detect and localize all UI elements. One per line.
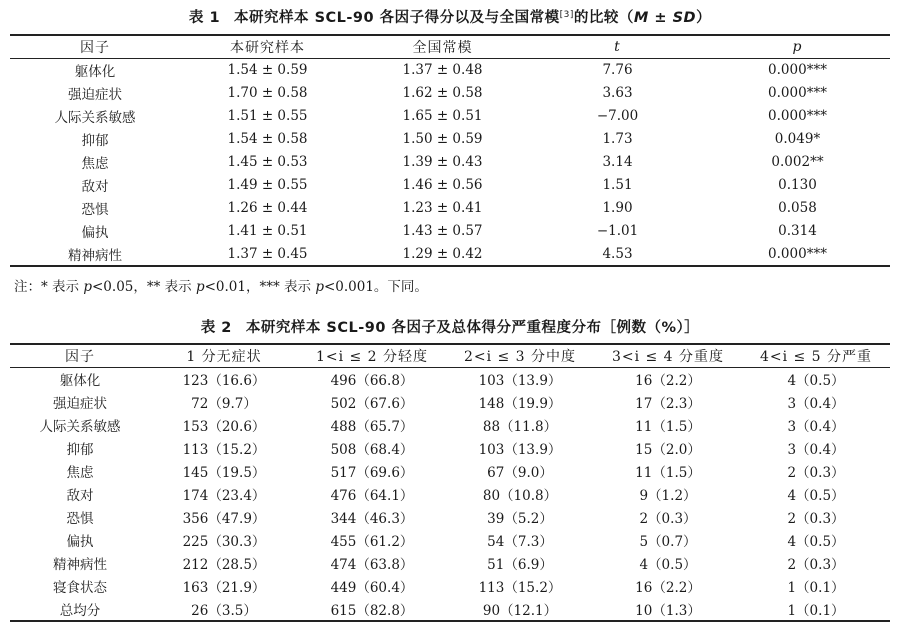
factor-cell: 精神病性 xyxy=(53,556,107,573)
value-cell: 3.14 xyxy=(602,153,633,170)
factor-cell: 偏执 xyxy=(66,533,94,550)
table-row xyxy=(10,127,890,150)
table1 xyxy=(10,35,890,265)
table1-caption xyxy=(0,6,900,27)
value-cell: 17（2.3） xyxy=(635,395,701,412)
table-row xyxy=(10,150,890,173)
value-cell: 80（10.8） xyxy=(482,487,558,504)
value-cell: 113（15.2） xyxy=(182,441,266,458)
value-cell: 517（69.6） xyxy=(330,464,414,481)
value-cell: 449（60.4） xyxy=(330,579,414,596)
factor-cell: 总均分 xyxy=(59,602,101,619)
table1-header-p: p xyxy=(792,38,803,55)
table2-caption-text: 本研究样本 SCL-90 各因子及总体得分严重程度分布［例数（%）］ xyxy=(245,320,700,336)
value-cell: 1.90 xyxy=(602,199,633,216)
value-cell: 1.73 xyxy=(602,130,633,147)
table1-body xyxy=(10,58,890,265)
table-row xyxy=(10,482,890,505)
value-cell: 1.37 ± 0.48 xyxy=(402,61,483,78)
value-cell: 4（0.5） xyxy=(787,487,845,504)
table2-header-none: 1 分无症状 xyxy=(186,348,262,365)
factor-cell: 强迫症状 xyxy=(53,395,107,412)
value-cell: 488（65.7） xyxy=(330,418,414,435)
table1-header-factor: 因子 xyxy=(80,39,110,56)
table1-bottom-rule xyxy=(10,265,890,267)
factor-cell: 抑郁 xyxy=(81,132,109,149)
value-cell: 16（2.2） xyxy=(635,372,701,389)
factor-cell: 恐惧 xyxy=(66,510,94,527)
table2-header-factor: 因子 xyxy=(65,348,95,365)
table-row xyxy=(10,597,890,620)
table1-header-row xyxy=(10,35,890,58)
table-row xyxy=(10,528,890,551)
factor-cell: 人际关系敏感 xyxy=(54,109,136,126)
table1-header-t: t xyxy=(614,38,621,55)
table1-header-norm: 全国常模 xyxy=(412,39,473,56)
value-cell: 11（1.5） xyxy=(635,418,701,435)
value-cell: 1.62 ± 0.58 xyxy=(402,84,483,101)
value-cell: 1.26 ± 0.44 xyxy=(227,199,308,216)
value-cell: 615（82.8） xyxy=(330,602,414,619)
value-cell: 72（9.7） xyxy=(191,395,257,412)
value-cell: 0.314 xyxy=(778,222,817,239)
value-cell: 16（2.2） xyxy=(635,579,701,596)
note-part-b: <0.05，** 表示 xyxy=(92,279,196,295)
value-cell: 15（2.0） xyxy=(635,441,701,458)
value-cell: 1.37 ± 0.45 xyxy=(227,245,308,262)
value-cell: 0.002** xyxy=(771,153,824,170)
value-cell: 88（11.8） xyxy=(482,418,558,435)
value-cell: 5（0.7） xyxy=(639,533,697,550)
value-cell: 51（6.9） xyxy=(487,556,553,573)
table-row xyxy=(10,367,890,390)
value-cell: 163（21.9） xyxy=(182,579,266,596)
factor-cell: 躯体化 xyxy=(74,63,116,80)
value-cell: 356（47.9） xyxy=(182,510,266,527)
value-cell: 3.63 xyxy=(602,84,633,101)
factor-cell: 精神病性 xyxy=(68,247,122,264)
value-cell: 10（1.3） xyxy=(635,602,701,619)
table-row xyxy=(10,81,890,104)
table2-bottom-rule xyxy=(10,620,890,622)
table-row xyxy=(10,58,890,81)
value-cell: 54（7.3） xyxy=(487,533,553,550)
value-cell: 3（0.4） xyxy=(787,441,845,458)
value-cell: 4（0.5） xyxy=(639,556,697,573)
value-cell: 476（64.1） xyxy=(330,487,414,504)
value-cell: 3（0.4） xyxy=(787,418,845,435)
note-p-symbol: p xyxy=(315,279,324,295)
table2 xyxy=(10,344,890,620)
table2-caption xyxy=(0,316,900,337)
value-cell: 4（0.5） xyxy=(787,372,845,389)
note-part-a: 注：* 表示 xyxy=(14,279,84,295)
value-cell: 0.049* xyxy=(774,130,821,147)
table2-header-heavy: 3<i ≤ 4 分重度 xyxy=(611,348,725,365)
factor-cell: 人际关系敏感 xyxy=(39,418,121,435)
value-cell: 103（13.9） xyxy=(478,441,562,458)
table-row xyxy=(10,219,890,242)
note-p-symbol: p xyxy=(195,279,205,295)
value-cell: 2（0.3） xyxy=(787,556,845,573)
table-row xyxy=(10,196,890,219)
value-cell: 4（0.5） xyxy=(787,533,845,550)
value-cell: 4.53 xyxy=(602,245,633,262)
value-cell: 225（30.3） xyxy=(182,533,266,550)
value-cell: 1.29 ± 0.42 xyxy=(402,245,483,262)
value-cell: 3（0.4） xyxy=(787,395,845,412)
table-row xyxy=(10,459,890,482)
value-cell: 1.45 ± 0.53 xyxy=(227,153,308,170)
value-cell: 508（68.4） xyxy=(330,441,414,458)
table2-header-moderate: 2<i ≤ 3 分中度 xyxy=(463,348,577,365)
value-cell: 455（61.2） xyxy=(330,533,414,550)
value-cell: 1.70 ± 0.58 xyxy=(227,84,308,101)
value-cell: −1.01 xyxy=(596,222,639,239)
value-cell: 174（23.4） xyxy=(182,487,266,504)
table-row xyxy=(10,413,890,436)
value-cell: 0.058 xyxy=(778,199,817,216)
table2-header-row xyxy=(10,344,890,367)
value-cell: 0.000*** xyxy=(768,245,827,262)
factor-cell: 焦虑 xyxy=(66,464,94,481)
value-cell: 1.51 xyxy=(602,176,633,193)
factor-cell: 敌对 xyxy=(81,178,109,195)
value-cell: 1（0.1） xyxy=(787,602,845,619)
factor-cell: 躯体化 xyxy=(59,372,101,389)
value-cell: −7.00 xyxy=(596,107,639,124)
value-cell: 67（9.0） xyxy=(487,464,553,481)
value-cell: 153（20.6） xyxy=(182,418,266,435)
factor-cell: 偏执 xyxy=(81,224,109,241)
value-cell: 0.000*** xyxy=(768,107,827,124)
factor-cell: 焦虑 xyxy=(81,155,109,172)
value-cell: 7.76 xyxy=(602,61,633,78)
table1-caption-statistic: M ± SD xyxy=(633,10,697,26)
value-cell: 103（13.9） xyxy=(478,372,562,389)
value-cell: 1.54 ± 0.58 xyxy=(227,130,308,147)
value-cell: 1.49 ± 0.55 xyxy=(227,176,308,193)
factor-cell: 寝食状态 xyxy=(53,579,107,596)
table-row xyxy=(10,436,890,459)
value-cell: 39（5.2） xyxy=(487,510,553,527)
table1-header-sample: 本研究样本 xyxy=(230,39,305,56)
table1-caption-text-b: 的比较（ xyxy=(573,10,634,26)
value-cell: 1.46 ± 0.56 xyxy=(402,176,483,193)
value-cell: 1.50 ± 0.59 xyxy=(402,130,483,147)
value-cell: 1.43 ± 0.57 xyxy=(402,222,483,239)
value-cell: 1.39 ± 0.43 xyxy=(402,153,483,170)
table-row xyxy=(10,173,890,196)
value-cell: 212（28.5） xyxy=(182,556,266,573)
value-cell: 0.000*** xyxy=(768,61,827,78)
value-cell: 502（67.6） xyxy=(330,395,414,412)
value-cell: 90（12.1） xyxy=(482,602,558,619)
table-row xyxy=(10,242,890,265)
value-cell: 2（0.3） xyxy=(639,510,697,527)
table2-body xyxy=(10,367,890,620)
table1-caption-number: 表 1 xyxy=(188,10,221,26)
value-cell: 2（0.3） xyxy=(787,510,845,527)
value-cell: 113（15.2） xyxy=(478,579,562,596)
value-cell: 1.54 ± 0.59 xyxy=(227,61,308,78)
table-row xyxy=(10,505,890,528)
factor-cell: 抑郁 xyxy=(66,441,94,458)
table-row xyxy=(10,551,890,574)
table-row xyxy=(10,390,890,413)
value-cell: 1.23 ± 0.41 xyxy=(402,199,483,216)
value-cell: 1.51 ± 0.55 xyxy=(227,107,308,124)
value-cell: 0.000*** xyxy=(768,84,827,101)
table1-caption-text: 本研究样本 SCL-90 各因子得分以及与全国常模 xyxy=(234,10,560,26)
value-cell: 474（63.8） xyxy=(330,556,414,573)
value-cell: 145（19.5） xyxy=(182,464,266,481)
value-cell: 1（0.1） xyxy=(787,579,845,596)
factor-cell: 恐惧 xyxy=(81,201,109,218)
value-cell: 344（46.3） xyxy=(330,510,414,527)
value-cell: 2（0.3） xyxy=(787,464,845,481)
table2-header-mild: 1<i ≤ 2 分轻度 xyxy=(315,348,429,365)
value-cell: 496（66.8） xyxy=(330,372,414,389)
note-part-d: <0.001。下同。 xyxy=(323,279,428,295)
value-cell: 1.65 ± 0.51 xyxy=(402,107,483,124)
value-cell: 11（1.5） xyxy=(635,464,701,481)
table-row xyxy=(10,574,890,597)
table1-note xyxy=(14,275,428,295)
value-cell: 26（3.5） xyxy=(191,602,257,619)
table2-caption-number: 表 2 xyxy=(200,320,232,336)
table1-caption-reference: [3] xyxy=(559,10,574,20)
table2-header-severe: 4<i ≤ 5 分严重 xyxy=(759,348,873,365)
value-cell: 0.130 xyxy=(778,176,817,193)
value-cell: 9（1.2） xyxy=(639,487,697,504)
table-row xyxy=(10,104,890,127)
value-cell: 123（16.6） xyxy=(182,372,266,389)
note-p-symbol: p xyxy=(83,279,92,295)
note-part-c: <0.01，*** 表示 xyxy=(204,279,316,295)
value-cell: 1.41 ± 0.51 xyxy=(227,222,308,239)
value-cell: 148（19.9） xyxy=(478,395,562,412)
factor-cell: 强迫症状 xyxy=(68,86,122,103)
factor-cell: 敌对 xyxy=(66,487,94,504)
table1-caption-close: ） xyxy=(696,10,712,26)
